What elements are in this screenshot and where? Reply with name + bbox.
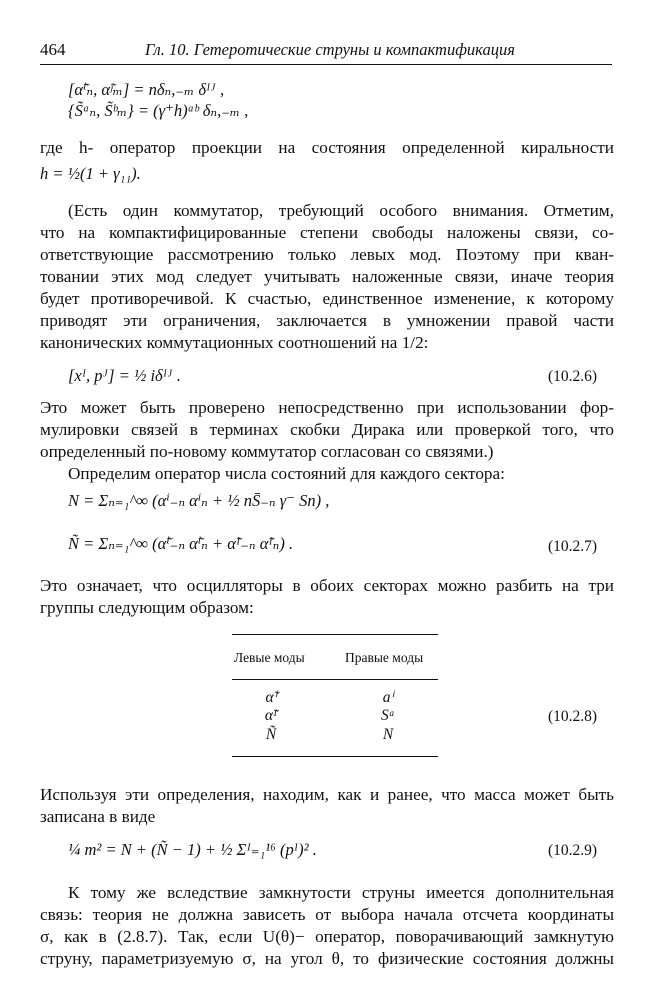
text-line: определенный по-новому коммутатор согласован со связями.): [40, 442, 494, 461]
text-line: группы следующим образом:: [40, 598, 254, 617]
equation-number-10-2-6: (10.2.6): [548, 368, 598, 385]
equation-10-2-9: ¼ m² = N + (Ñ − 1) + ½ Σᴵ₌₁¹⁶ (pᴵ)² .: [68, 840, 317, 859]
equation-n-tilde-number-operator: Ñ = Σₙ₌₁^∞ (α̃ⁱ₋ₙ α̃ⁱₙ + α̃ᴵ₋ₙ α̃ᴵₙ) .: [68, 534, 294, 553]
text-line: ответствующие рассмотрению только левых мод. Поэтому при кван-: [40, 245, 614, 264]
table-bottom-rule: [232, 756, 438, 757]
text-line: (Есть один коммутатор, требующий особого внимания. Отметим,: [68, 201, 614, 220]
table-cell-right: Sᵃ: [381, 707, 395, 724]
text-line: связь: теория не должна зависеть от выбора начала отсчета координаты: [40, 905, 614, 924]
table-cell-right: aⁱ: [382, 689, 394, 706]
text-line: где h- оператор проекции на состояния определенной киральности: [40, 138, 614, 157]
text-line: Это означает, что осцилляторы в обоих секторах можно разбить на три: [40, 576, 614, 595]
table-top-rule: [232, 634, 438, 635]
equation-10-2-6: [xᴵ, pᴶ] = ½ iδᴵᴶ .: [68, 366, 181, 385]
table-header-left-modes: Левые моды: [234, 650, 305, 665]
text-line: σ, как в (2.8.7). Так, если U(θ)− оператор, поворачивающий замкнутую: [40, 927, 614, 946]
table-header-right-modes: Правые моды: [345, 650, 424, 665]
page-number: 464: [40, 40, 66, 59]
equation-number-10-2-8: (10.2.8): [548, 708, 598, 725]
equation-n-number-operator: N = Σₙ₌₁^∞ (αⁱ₋ₙ αⁱₙ + ½ nS̄₋ₙ γ⁻ Sn) ,: [68, 491, 330, 510]
table-cell-left: α̃ᴵ: [264, 707, 278, 724]
table-cell-left: α̃ⁱ: [265, 689, 277, 706]
text-line: записана в виде: [40, 807, 156, 826]
text-line: К тому же вследствие замкнутости струны имеется дополнительная: [68, 883, 614, 902]
text-line: канонических коммутационных соотношений на 1/2:: [40, 333, 429, 352]
text-line: товании этих мод следует учитывать наложенные связи, иначе теория: [40, 267, 614, 286]
text-line: что на компактифицированные степени свободы наложены связи, со-: [40, 223, 614, 242]
text-line: Это может быть проверено непосредственно при использовании фор-: [40, 398, 614, 417]
equation-alpha-commutator: [α̃ⁱₙ, α̃ʲₘ] = nδₙ,₋ₘ δᴵᴶ ,: [68, 80, 225, 99]
text-line: Используя эти определения, находим, как и ранее, что масса может быть: [40, 785, 614, 804]
equation-h-definition: h = ½(1 + γ₁₁).: [40, 164, 141, 183]
equation-number-10-2-9: (10.2.9): [548, 842, 598, 859]
equation-number-10-2-7: (10.2.7): [548, 538, 598, 555]
text-line: мулировки связей в терминах скобки Дирака или проверкой того, что: [40, 420, 614, 439]
text-line: Определим оператор числа состояний для каждого сектора:: [68, 464, 505, 483]
table-header-rule: [232, 679, 438, 680]
text-line: будет противоречивой. К счастью, единственное изменение, к которому: [40, 289, 614, 308]
equation-s-anticommutator: {S̃ᵃₙ, S̃ᵇₘ} = (γ⁺h)ᵃᵇ δₙ,₋ₘ ,: [68, 101, 249, 120]
table-cell-right: N: [382, 726, 394, 743]
table-cell-left: Ñ: [265, 726, 277, 743]
running-title: Гл. 10. Гетеротические струны и компактификация: [145, 40, 515, 59]
text-line: струну, параметризуемую σ, на угол θ, то физические состояния должны: [40, 949, 614, 968]
text-line: приводят эти ограничения, заключается в умножении правой части: [40, 311, 614, 330]
header-rule: [40, 64, 612, 65]
